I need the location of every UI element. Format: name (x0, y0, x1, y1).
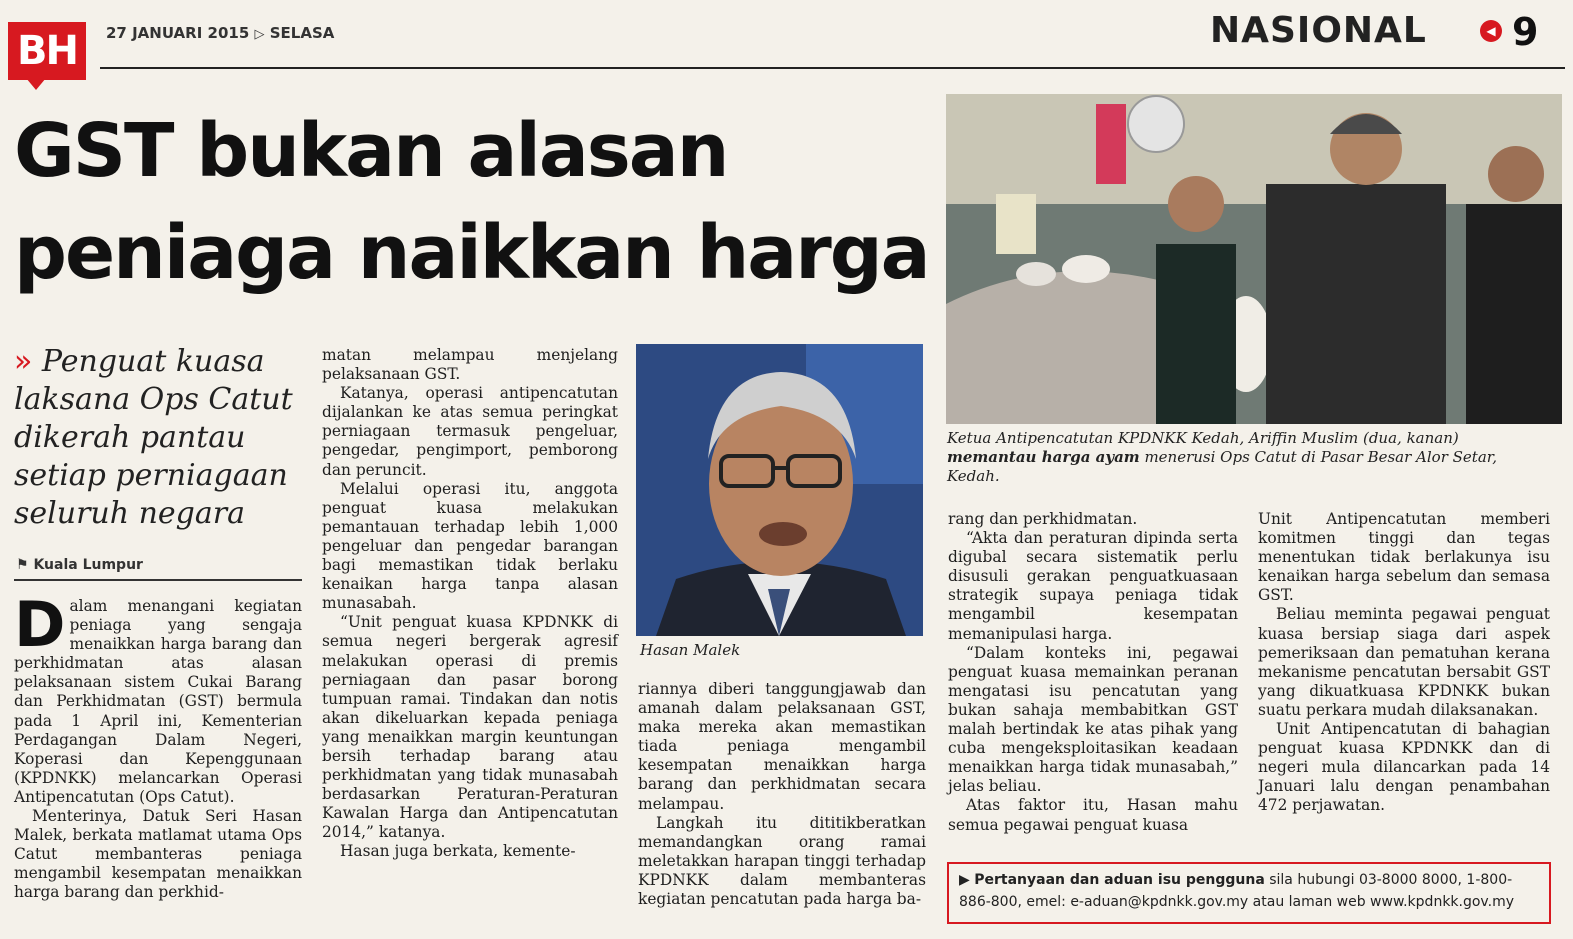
masthead-rule (100, 67, 1565, 69)
infobox-text: sila hubungi 03-8000 8000, 1-800-886-800, emel: e-aduan@kpdnkk.gov.my atau laman web www.kpdnkk.gov.my (959, 872, 1515, 910)
col4-paragraph-4: Atas faktor itu, Hasan mahu semua pegawai penguat kuasa (948, 796, 1238, 834)
caption-part-1: Ketua Antipencatutan KPDNKK Kedah, Ariffin Muslim (dua, kanan) (947, 429, 1459, 447)
market-photo (946, 94, 1562, 424)
col2-paragraph-4: “Unit penguat kuasa KPDNKK di semua negeri bergerak agresif melakukan operasi di premis perniagaan dan pasar borong tumpuan ramai. Tindakan dan notis akan dikeluarkan kepada peniaga yang menaikkan margin keuntungan bersih terhadap barang atau perkhidmatan yang tidak munasabah berdasarkan Peraturan-Peraturan Kawalan Harga dan Antipencatutan 2014,” katanya. (322, 613, 618, 842)
caption-part-2: menerusi Ops Catut di Pasar Besar Alor Setar, Kedah. (947, 448, 1498, 485)
col3-paragraph-1: riannya diberi tanggungjawab dan amanah dalam pelaksanaan GST, maka mereka akan memastikan tiada peniaga mengambil kesempatan menaikkan harga barang dan perkhidmatan secara melampau. (638, 680, 926, 813)
col2-paragraph-5: Hasan juga berkata, kemente- (340, 842, 576, 861)
col4-paragraph-3: “Dalam konteks ini, pegawai penguat kuasa memainkan peranan mengatasi isu pencatutan yang bukan sahaja membabitkan GST malah bertindak ke atas pihak yang cuba mengeksploitasikan keadaan menaikkan harga tidak munasabah,” jelas beliau. (948, 643, 1238, 796)
col4-paragraph-1: rang dan perkhidmatan. (948, 510, 1138, 528)
col5-paragraph-1: Unit Antipencatutan memberi komitmen tinggi dan tegas menentukan tidak berlakunya isu kenaikan harga sebelum dan semasa GST. (1258, 510, 1550, 605)
dateline-rule (14, 579, 302, 581)
dateline-text: Kuala Lumpur (33, 557, 143, 573)
col5-paragraph-3: Unit Antipencatutan di bahagian penguat kuasa KPDNKK dan di negeri mula dilancarkan pada 14 Januari lalu dengan penambahan 472 perjawatan. (1258, 720, 1550, 815)
col3-paragraph-2: Langkah itu dititikberatkan memandangkan orang ramai meletakkan harapan tinggi terhadap KPDNKK dalam membanteras kegiatan pencatutan pada harga ba- (638, 813, 926, 909)
flag-icon: ⚑ (16, 557, 29, 573)
play-circle-icon: ▶ (959, 872, 970, 888)
article-column-5 (1258, 510, 1550, 816)
drop-cap: D (14, 588, 66, 661)
page-number: 9 (1512, 10, 1539, 54)
article-column-1 (14, 588, 302, 903)
portrait-caption: Hasan Malek (640, 641, 741, 659)
article-column-4 (948, 510, 1238, 835)
market-illustration (946, 94, 1562, 424)
deck-text: Penguat kuasa laksana Ops Catut dikerah pantau setiap perniagaan seluruh negara (14, 344, 293, 531)
article-column-2 (322, 346, 618, 862)
col4-paragraph-2: “Akta dan peraturan dipinda serta digubal secara sistematik perlu disusuli gerakan penguatkuasaan strategik supaya peniaga tidak mengambil kesempatan memanipulasi harga. (948, 529, 1238, 643)
issue-dateline (106, 24, 334, 42)
col5-paragraph-2: Beliau meminta pegawai penguat kuasa bersiap siaga dari aspek pemeriksaan dan pematuhan kerana mekanisme pencatutan bersabit GST yang dikuatkuasa KPDNKK bukan suatu perkara mudah dilaksanakan. (1258, 605, 1550, 719)
section-title: NASIONAL (1210, 10, 1427, 51)
article-deck (14, 343, 314, 533)
caption-bold: memantau harga ayam (947, 448, 1140, 466)
logo-speech-tail (26, 78, 46, 90)
market-photo-caption (947, 429, 1547, 486)
article-column-3 (638, 680, 926, 909)
dateline-place (16, 557, 143, 573)
headline-line-1: GST bukan alasan (14, 108, 728, 194)
issue-date: 27 JANUARI 2015 (106, 24, 250, 42)
col2-paragraph-1: matan melampau menjelang pelaksanaan GST. (322, 346, 618, 384)
col2-paragraph-3: Melalui operasi itu, anggota penguat kuasa melakukan pemantauan terhadap lebih 1,000 pengeluar dan pengedar barangan bagi memastikan tidak berlaku kenaikan harga tanpa alasan munasabah. (322, 479, 618, 613)
portrait-illustration (636, 344, 923, 636)
portrait-photo (636, 344, 923, 636)
deck-quote-mark: » (14, 344, 33, 379)
bh-logo: BH (8, 22, 86, 80)
left-arrow-icon: ◀ (1480, 20, 1502, 42)
infobox-lead: Pertanyaan dan aduan isu pengguna (974, 872, 1265, 888)
consumer-complaint-box (947, 862, 1551, 924)
play-arrow-icon: ▷ (254, 27, 265, 42)
headline-line-2: peniaga naikkan harga (14, 210, 929, 296)
col1-paragraph-1: alam menangani kegiatan peniaga yang sengaja menaikkan harga barang dan perkhidmatan atas alasan pelaksanaan sistem Cukai Barang dan Perkhidmatan (GST) bermula pada 1 April ini, Kementerian Perdagangan Dalam Negeri, Koperasi dan Kepenggunaan (KPDNKK) melancarkan Operasi Antipencatutan (Ops Catut). (14, 597, 302, 806)
col1-paragraph-2: Menterinya, Datuk Seri Hasan Malek, berkata matlamat utama Ops Catut membanteras peniaga mengambil kesempatan menaikkan harga barang dan perkhid- (14, 807, 302, 902)
col2-paragraph-2: Katanya, operasi antipencatutan dijalankan ke atas semua peringkat perniagaan termasuk pengeluar, pengedar, pengimport, pemborong dan peruncit. (322, 384, 618, 479)
issue-day: SELASA (269, 24, 335, 42)
